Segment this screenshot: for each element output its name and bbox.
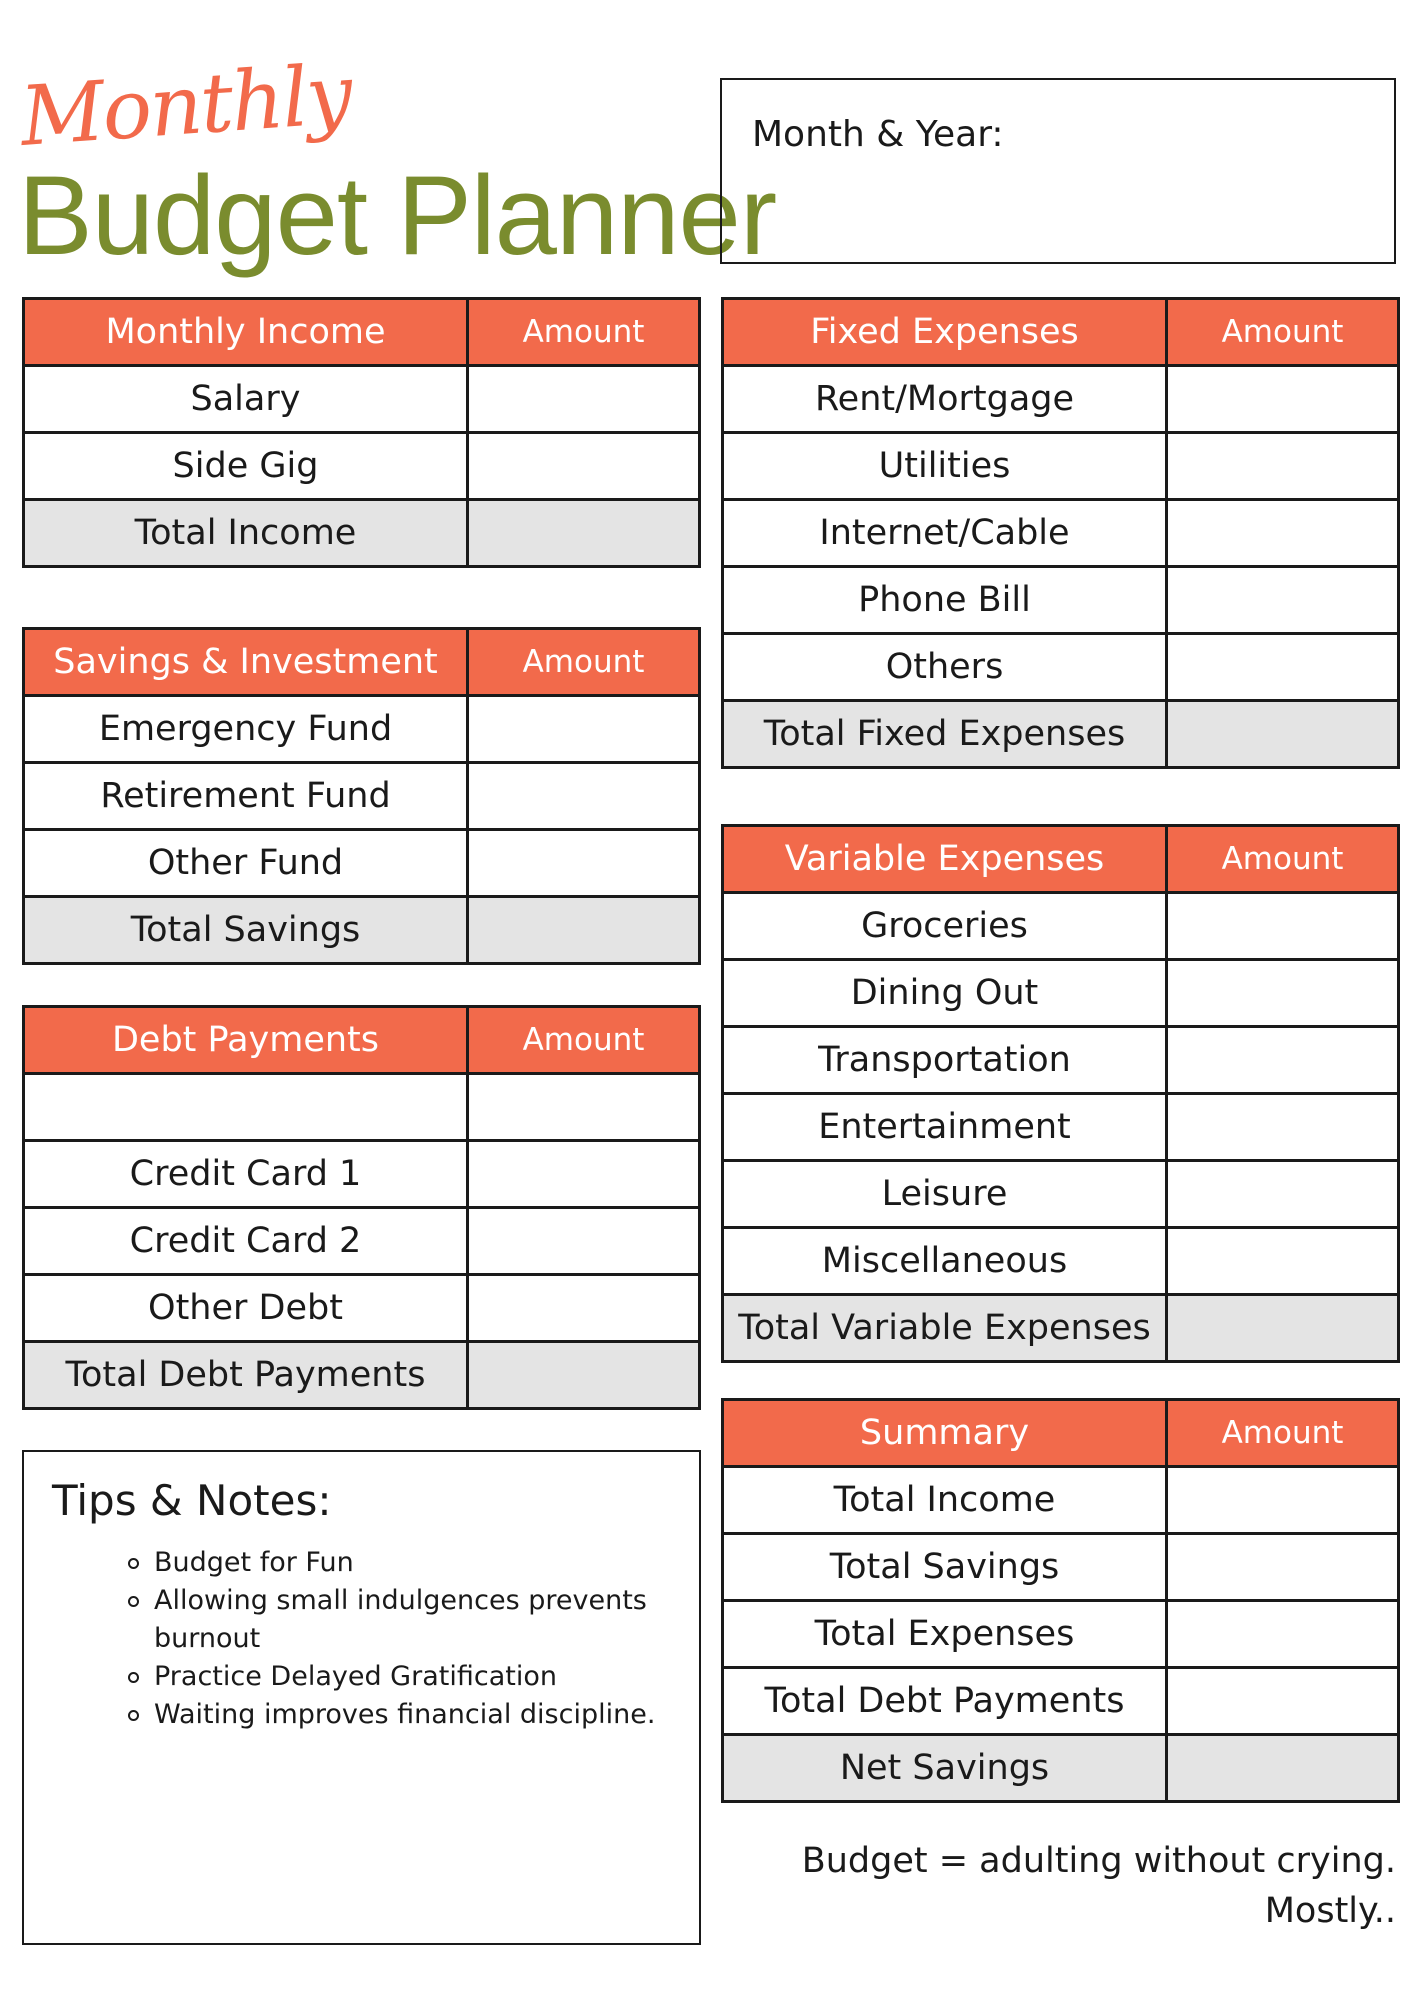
- footer-line-2: Mostly..: [1264, 1891, 1396, 1931]
- footer-line-1: Budget = adulting without crying.: [801, 1841, 1396, 1881]
- debt-row-label: Credit Card 2: [24, 1208, 468, 1275]
- variable-total-label: Total Variable Expenses: [723, 1295, 1167, 1362]
- debt-total-label: Total Debt Payments: [24, 1342, 468, 1409]
- amount-cell[interactable]: [1167, 1601, 1399, 1668]
- list-item: [154, 1544, 664, 1582]
- note-text: Practice Delayed Gratification: [154, 1661, 557, 1692]
- amount-cell[interactable]: [468, 1208, 700, 1275]
- circle-bullet-icon: [128, 1558, 139, 1569]
- summary-row-label: Total Expenses: [723, 1601, 1167, 1668]
- income-header: Monthly Income: [24, 299, 468, 366]
- amount-header: Amount: [1167, 1400, 1399, 1467]
- amount-header: Amount: [468, 629, 700, 696]
- amount-cell[interactable]: [1167, 893, 1399, 960]
- notes-title: Tips & Notes:: [52, 1476, 332, 1525]
- summary-header: Summary: [723, 1400, 1167, 1467]
- debt-row-label: Credit Card 1: [24, 1141, 468, 1208]
- amount-cell[interactable]: [1167, 433, 1399, 500]
- title-script: Monthly: [17, 47, 354, 166]
- income-row-label: Salary: [24, 366, 468, 433]
- amount-cell[interactable]: [468, 696, 700, 763]
- amount-cell[interactable]: [468, 830, 700, 897]
- amount-header: Amount: [468, 299, 700, 366]
- variable-expenses-table: [721, 824, 1400, 1363]
- amount-cell[interactable]: [1167, 1668, 1399, 1735]
- summary-row-label: Total Savings: [723, 1534, 1167, 1601]
- savings-row-label: Retirement Fund: [24, 763, 468, 830]
- fixed-total-label: Total Fixed Expenses: [723, 701, 1167, 768]
- income-total-label: Total Income: [24, 500, 468, 567]
- amount-cell[interactable]: [1167, 366, 1399, 433]
- amount-cell[interactable]: [1167, 1735, 1399, 1802]
- footer-quote: [802, 1836, 1396, 1936]
- fixed-row-label: Others: [723, 634, 1167, 701]
- circle-bullet-icon: [128, 1596, 139, 1607]
- variable-row-label: Entertainment: [723, 1094, 1167, 1161]
- amount-cell[interactable]: [1167, 1094, 1399, 1161]
- savings-total-label: Total Savings: [24, 897, 468, 964]
- amount-cell[interactable]: [1167, 1161, 1399, 1228]
- amount-header: Amount: [1167, 299, 1399, 366]
- fixed-row-label: Phone Bill: [723, 567, 1167, 634]
- amount-cell[interactable]: [468, 897, 700, 964]
- variable-header: Variable Expenses: [723, 826, 1167, 893]
- amount-cell[interactable]: [468, 433, 700, 500]
- debt-header: Debt Payments: [24, 1007, 468, 1074]
- amount-cell[interactable]: [468, 500, 700, 567]
- savings-row-label: Other Fund: [24, 830, 468, 897]
- amount-cell[interactable]: [468, 763, 700, 830]
- note-text: Budget for Fun: [154, 1547, 354, 1578]
- amount-cell[interactable]: [468, 1141, 700, 1208]
- amount-cell[interactable]: [468, 366, 700, 433]
- amount-cell[interactable]: [1167, 960, 1399, 1027]
- summary-row-label: Total Income: [723, 1467, 1167, 1534]
- summary-row-label: Total Debt Payments: [723, 1668, 1167, 1735]
- fixed-expenses-table: [721, 297, 1400, 769]
- variable-row-label: Transportation: [723, 1027, 1167, 1094]
- month-year-label: Month & Year:: [752, 114, 1004, 155]
- debt-table: [22, 1005, 701, 1410]
- fixed-row-label: Utilities: [723, 433, 1167, 500]
- variable-row-label: Groceries: [723, 893, 1167, 960]
- notes-box[interactable]: [22, 1450, 701, 1945]
- notes-list: [154, 1544, 664, 1734]
- amount-cell[interactable]: [468, 1074, 700, 1141]
- income-table: [22, 297, 701, 568]
- variable-row-label: Miscellaneous: [723, 1228, 1167, 1295]
- income-row-label: Side Gig: [24, 433, 468, 500]
- note-text: Waiting improves financial discipline.: [154, 1699, 656, 1730]
- debt-row-label: Other Debt: [24, 1275, 468, 1342]
- amount-cell[interactable]: [468, 1342, 700, 1409]
- list-item: [154, 1658, 664, 1696]
- amount-header: Amount: [468, 1007, 700, 1074]
- summary-table: [721, 1398, 1400, 1803]
- summary-total-label: Net Savings: [723, 1735, 1167, 1802]
- page-title: Budget Planner: [18, 153, 777, 278]
- fixed-row-label: Rent/Mortgage: [723, 366, 1167, 433]
- circle-bullet-icon: [128, 1672, 139, 1683]
- amount-cell[interactable]: [1167, 1534, 1399, 1601]
- amount-cell[interactable]: [1167, 1467, 1399, 1534]
- amount-cell[interactable]: [1167, 1027, 1399, 1094]
- circle-bullet-icon: [128, 1710, 139, 1721]
- amount-cell[interactable]: [1167, 500, 1399, 567]
- fixed-row-label: Internet/Cable: [723, 500, 1167, 567]
- fixed-header: Fixed Expenses: [723, 299, 1167, 366]
- amount-cell[interactable]: [1167, 1228, 1399, 1295]
- savings-row-label: Emergency Fund: [24, 696, 468, 763]
- variable-row-label: Dining Out: [723, 960, 1167, 1027]
- month-year-field[interactable]: [720, 78, 1396, 264]
- savings-header: Savings & Investment: [24, 629, 468, 696]
- note-text: Allowing small indulgences prevents burnout: [154, 1585, 647, 1654]
- debt-row-label[interactable]: [24, 1074, 468, 1141]
- amount-cell[interactable]: [1167, 634, 1399, 701]
- amount-cell[interactable]: [1167, 567, 1399, 634]
- amount-cell[interactable]: [1167, 701, 1399, 768]
- amount-cell[interactable]: [1167, 1295, 1399, 1362]
- list-item: [154, 1696, 664, 1734]
- variable-row-label: Leisure: [723, 1161, 1167, 1228]
- amount-cell[interactable]: [468, 1275, 700, 1342]
- amount-header: Amount: [1167, 826, 1399, 893]
- list-item: [154, 1582, 664, 1658]
- savings-table: [22, 627, 701, 965]
